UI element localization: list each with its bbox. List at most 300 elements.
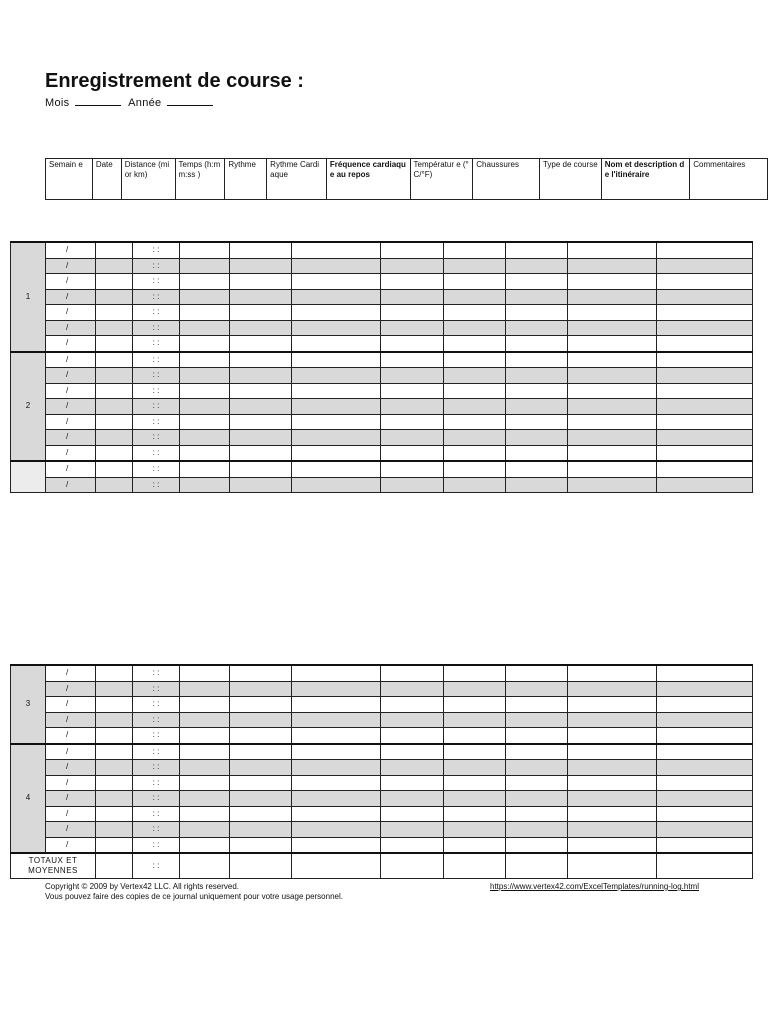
date-cell[interactable]: / — [46, 368, 96, 384]
log-cell[interactable] — [568, 665, 657, 681]
date-cell[interactable]: / — [46, 445, 96, 461]
log-cell[interactable] — [657, 806, 753, 822]
log-cell[interactable] — [381, 414, 444, 430]
log-cell[interactable] — [230, 806, 292, 822]
log-cell[interactable] — [96, 242, 133, 258]
log-cell[interactable] — [230, 383, 292, 399]
log-cell[interactable] — [381, 744, 444, 760]
log-cell[interactable] — [657, 445, 753, 461]
log-cell[interactable] — [568, 414, 657, 430]
total-cell[interactable] — [292, 853, 381, 879]
time-cell[interactable]: : : — [133, 697, 180, 713]
log-cell[interactable] — [292, 665, 381, 681]
log-cell[interactable] — [506, 305, 568, 321]
log-cell[interactable] — [657, 697, 753, 713]
log-cell[interactable] — [96, 258, 133, 274]
date-cell[interactable]: / — [46, 791, 96, 807]
log-cell[interactable] — [292, 744, 381, 760]
log-cell[interactable] — [506, 352, 568, 368]
time-cell[interactable]: : : — [133, 822, 180, 838]
log-cell[interactable] — [180, 445, 230, 461]
total-cell[interactable] — [381, 853, 444, 879]
log-cell[interactable] — [444, 806, 506, 822]
log-cell[interactable] — [381, 258, 444, 274]
log-cell[interactable] — [230, 744, 292, 760]
log-cell[interactable] — [568, 775, 657, 791]
log-cell[interactable] — [96, 336, 133, 352]
total-cell[interactable] — [444, 853, 506, 879]
log-cell[interactable] — [657, 242, 753, 258]
log-cell[interactable] — [381, 445, 444, 461]
log-cell[interactable] — [180, 461, 230, 477]
log-cell[interactable] — [292, 806, 381, 822]
log-cell[interactable] — [180, 791, 230, 807]
log-cell[interactable] — [506, 712, 568, 728]
date-cell[interactable]: / — [46, 430, 96, 446]
log-cell[interactable] — [292, 681, 381, 697]
log-cell[interactable] — [292, 775, 381, 791]
log-cell[interactable] — [444, 274, 506, 290]
date-cell[interactable]: / — [46, 305, 96, 321]
time-cell[interactable]: : : — [133, 383, 180, 399]
log-cell[interactable] — [180, 822, 230, 838]
log-cell[interactable] — [381, 461, 444, 477]
time-cell[interactable]: : : — [133, 414, 180, 430]
date-cell[interactable]: / — [46, 336, 96, 352]
log-cell[interactable] — [381, 352, 444, 368]
log-cell[interactable] — [381, 665, 444, 681]
log-cell[interactable] — [180, 383, 230, 399]
log-cell[interactable] — [506, 289, 568, 305]
log-cell[interactable] — [657, 744, 753, 760]
log-cell[interactable] — [180, 712, 230, 728]
log-cell[interactable] — [657, 665, 753, 681]
log-cell[interactable] — [292, 336, 381, 352]
log-cell[interactable] — [96, 352, 133, 368]
log-cell[interactable] — [444, 712, 506, 728]
log-cell[interactable] — [381, 681, 444, 697]
total-cell[interactable] — [657, 853, 753, 879]
log-cell[interactable] — [506, 837, 568, 853]
log-cell[interactable] — [292, 461, 381, 477]
log-cell[interactable] — [506, 274, 568, 290]
log-cell[interactable] — [230, 320, 292, 336]
log-cell[interactable] — [506, 383, 568, 399]
log-cell[interactable] — [568, 305, 657, 321]
log-cell[interactable] — [381, 336, 444, 352]
log-cell[interactable] — [506, 414, 568, 430]
log-cell[interactable] — [568, 336, 657, 352]
log-cell[interactable] — [96, 697, 133, 713]
log-cell[interactable] — [444, 399, 506, 415]
log-cell[interactable] — [444, 320, 506, 336]
log-cell[interactable] — [180, 320, 230, 336]
log-cell[interactable] — [292, 445, 381, 461]
log-cell[interactable] — [444, 744, 506, 760]
log-cell[interactable] — [444, 461, 506, 477]
log-cell[interactable] — [657, 399, 753, 415]
log-cell[interactable] — [96, 289, 133, 305]
log-cell[interactable] — [180, 368, 230, 384]
log-cell[interactable] — [230, 477, 292, 493]
date-cell[interactable]: / — [46, 352, 96, 368]
log-cell[interactable] — [96, 806, 133, 822]
date-cell[interactable]: / — [46, 806, 96, 822]
log-cell[interactable] — [506, 320, 568, 336]
log-cell[interactable] — [230, 822, 292, 838]
log-cell[interactable] — [657, 336, 753, 352]
log-cell[interactable] — [381, 728, 444, 744]
log-cell[interactable] — [444, 822, 506, 838]
log-cell[interactable] — [506, 760, 568, 776]
log-cell[interactable] — [180, 274, 230, 290]
log-cell[interactable] — [230, 775, 292, 791]
date-cell[interactable]: / — [46, 289, 96, 305]
log-cell[interactable] — [381, 477, 444, 493]
log-cell[interactable] — [381, 775, 444, 791]
log-cell[interactable] — [381, 383, 444, 399]
log-cell[interactable] — [180, 744, 230, 760]
time-cell[interactable]: : : — [133, 791, 180, 807]
log-cell[interactable] — [444, 837, 506, 853]
log-cell[interactable] — [444, 430, 506, 446]
log-cell[interactable] — [96, 791, 133, 807]
log-cell[interactable] — [506, 445, 568, 461]
date-cell[interactable]: / — [46, 760, 96, 776]
log-cell[interactable] — [568, 760, 657, 776]
log-cell[interactable] — [381, 791, 444, 807]
date-cell[interactable]: / — [46, 665, 96, 681]
log-cell[interactable] — [568, 791, 657, 807]
log-cell[interactable] — [506, 822, 568, 838]
log-cell[interactable] — [96, 445, 133, 461]
log-cell[interactable] — [230, 681, 292, 697]
log-cell[interactable] — [230, 665, 292, 681]
log-cell[interactable] — [657, 383, 753, 399]
log-cell[interactable] — [180, 305, 230, 321]
log-cell[interactable] — [444, 477, 506, 493]
log-cell[interactable] — [96, 760, 133, 776]
log-cell[interactable] — [568, 274, 657, 290]
log-cell[interactable] — [180, 477, 230, 493]
total-cell[interactable] — [180, 853, 230, 879]
time-cell[interactable]: : : — [133, 430, 180, 446]
log-cell[interactable] — [180, 242, 230, 258]
log-cell[interactable] — [657, 352, 753, 368]
log-cell[interactable] — [381, 305, 444, 321]
log-cell[interactable] — [444, 697, 506, 713]
log-cell[interactable] — [230, 712, 292, 728]
date-cell[interactable]: / — [46, 383, 96, 399]
log-cell[interactable] — [444, 305, 506, 321]
log-cell[interactable] — [381, 368, 444, 384]
log-cell[interactable] — [96, 775, 133, 791]
month-blank[interactable] — [75, 96, 121, 106]
log-cell[interactable] — [96, 305, 133, 321]
log-cell[interactable] — [230, 336, 292, 352]
time-cell[interactable]: : : — [133, 775, 180, 791]
log-cell[interactable] — [506, 461, 568, 477]
date-cell[interactable]: / — [46, 320, 96, 336]
log-cell[interactable] — [657, 414, 753, 430]
date-cell[interactable]: / — [46, 697, 96, 713]
log-cell[interactable] — [381, 274, 444, 290]
log-cell[interactable] — [506, 242, 568, 258]
log-cell[interactable] — [568, 445, 657, 461]
log-cell[interactable] — [657, 681, 753, 697]
log-cell[interactable] — [292, 242, 381, 258]
log-cell[interactable] — [657, 822, 753, 838]
log-cell[interactable] — [444, 445, 506, 461]
log-cell[interactable] — [444, 258, 506, 274]
time-cell[interactable]: : : — [133, 352, 180, 368]
log-cell[interactable] — [180, 289, 230, 305]
log-cell[interactable] — [230, 837, 292, 853]
time-cell[interactable]: : : — [133, 760, 180, 776]
log-cell[interactable] — [96, 837, 133, 853]
log-cell[interactable] — [444, 352, 506, 368]
date-cell[interactable]: / — [46, 775, 96, 791]
time-cell[interactable]: : : — [133, 837, 180, 853]
log-cell[interactable] — [96, 712, 133, 728]
time-cell[interactable]: : : — [133, 368, 180, 384]
log-cell[interactable] — [381, 289, 444, 305]
log-cell[interactable] — [568, 320, 657, 336]
log-cell[interactable] — [657, 791, 753, 807]
log-cell[interactable] — [657, 837, 753, 853]
date-cell[interactable]: / — [46, 728, 96, 744]
log-cell[interactable] — [444, 681, 506, 697]
time-cell[interactable]: : : — [133, 305, 180, 321]
date-cell[interactable]: / — [46, 837, 96, 853]
log-cell[interactable] — [568, 728, 657, 744]
total-cell[interactable] — [568, 853, 657, 879]
log-cell[interactable] — [568, 399, 657, 415]
log-cell[interactable] — [506, 744, 568, 760]
time-cell[interactable]: : : — [133, 744, 180, 760]
log-cell[interactable] — [568, 806, 657, 822]
log-cell[interactable] — [657, 430, 753, 446]
log-cell[interactable] — [506, 728, 568, 744]
log-cell[interactable] — [96, 728, 133, 744]
log-cell[interactable] — [657, 368, 753, 384]
log-cell[interactable] — [230, 352, 292, 368]
year-blank[interactable] — [167, 96, 213, 106]
log-cell[interactable] — [230, 728, 292, 744]
log-cell[interactable] — [657, 320, 753, 336]
time-cell[interactable]: : : — [133, 242, 180, 258]
date-cell[interactable]: / — [46, 822, 96, 838]
log-cell[interactable] — [506, 806, 568, 822]
log-cell[interactable] — [506, 336, 568, 352]
log-cell[interactable] — [292, 289, 381, 305]
log-cell[interactable] — [292, 383, 381, 399]
time-cell[interactable]: : : — [133, 665, 180, 681]
log-cell[interactable] — [657, 258, 753, 274]
log-cell[interactable] — [444, 289, 506, 305]
date-cell[interactable]: / — [46, 477, 96, 493]
log-cell[interactable] — [180, 336, 230, 352]
time-cell[interactable]: : : — [133, 320, 180, 336]
log-cell[interactable] — [292, 477, 381, 493]
time-cell[interactable]: : : — [133, 445, 180, 461]
log-cell[interactable] — [568, 712, 657, 728]
log-cell[interactable] — [381, 430, 444, 446]
log-cell[interactable] — [96, 430, 133, 446]
log-cell[interactable] — [568, 368, 657, 384]
date-cell[interactable]: / — [46, 681, 96, 697]
log-cell[interactable] — [444, 414, 506, 430]
log-cell[interactable] — [506, 258, 568, 274]
log-cell[interactable] — [230, 414, 292, 430]
log-cell[interactable] — [657, 305, 753, 321]
log-cell[interactable] — [292, 822, 381, 838]
log-cell[interactable] — [444, 242, 506, 258]
date-cell[interactable]: / — [46, 258, 96, 274]
total-cell[interactable] — [96, 853, 133, 879]
log-cell[interactable] — [506, 791, 568, 807]
time-cell[interactable]: : : — [133, 289, 180, 305]
log-cell[interactable] — [292, 791, 381, 807]
log-cell[interactable] — [96, 383, 133, 399]
log-cell[interactable] — [506, 477, 568, 493]
log-cell[interactable] — [381, 806, 444, 822]
log-cell[interactable] — [292, 274, 381, 290]
log-cell[interactable] — [506, 665, 568, 681]
log-cell[interactable] — [444, 791, 506, 807]
log-cell[interactable] — [381, 697, 444, 713]
date-cell[interactable]: / — [46, 399, 96, 415]
log-cell[interactable] — [657, 477, 753, 493]
log-cell[interactable] — [568, 242, 657, 258]
time-cell[interactable]: : : — [133, 461, 180, 477]
log-cell[interactable] — [381, 399, 444, 415]
log-cell[interactable] — [444, 336, 506, 352]
log-cell[interactable] — [180, 681, 230, 697]
log-cell[interactable] — [381, 320, 444, 336]
log-cell[interactable] — [292, 697, 381, 713]
log-cell[interactable] — [180, 837, 230, 853]
log-cell[interactable] — [96, 665, 133, 681]
log-cell[interactable] — [180, 728, 230, 744]
log-cell[interactable] — [96, 681, 133, 697]
log-cell[interactable] — [230, 445, 292, 461]
date-cell[interactable]: / — [46, 414, 96, 430]
vertex42-link[interactable]: https://www.vertex42.com/ExcelTemplates/running-log.html — [490, 882, 699, 891]
log-cell[interactable] — [292, 258, 381, 274]
log-cell[interactable] — [180, 760, 230, 776]
total-time-cell[interactable]: : : — [133, 853, 180, 879]
log-cell[interactable] — [230, 399, 292, 415]
log-cell[interactable] — [292, 760, 381, 776]
log-cell[interactable] — [180, 697, 230, 713]
log-cell[interactable] — [180, 414, 230, 430]
log-cell[interactable] — [506, 399, 568, 415]
log-cell[interactable] — [292, 712, 381, 728]
total-cell[interactable] — [506, 853, 568, 879]
log-cell[interactable] — [381, 242, 444, 258]
log-cell[interactable] — [506, 368, 568, 384]
log-cell[interactable] — [568, 837, 657, 853]
log-cell[interactable] — [180, 352, 230, 368]
log-cell[interactable] — [230, 258, 292, 274]
log-cell[interactable] — [568, 822, 657, 838]
time-cell[interactable]: : : — [133, 806, 180, 822]
log-cell[interactable] — [230, 289, 292, 305]
log-cell[interactable] — [180, 775, 230, 791]
log-cell[interactable] — [96, 461, 133, 477]
time-cell[interactable]: : : — [133, 258, 180, 274]
log-cell[interactable] — [180, 258, 230, 274]
date-cell[interactable]: / — [46, 744, 96, 760]
log-cell[interactable] — [96, 399, 133, 415]
date-cell[interactable]: / — [46, 712, 96, 728]
log-cell[interactable] — [96, 368, 133, 384]
log-cell[interactable] — [96, 274, 133, 290]
log-cell[interactable] — [568, 383, 657, 399]
log-cell[interactable] — [381, 822, 444, 838]
log-cell[interactable] — [506, 775, 568, 791]
time-cell[interactable]: : : — [133, 336, 180, 352]
log-cell[interactable] — [506, 430, 568, 446]
log-cell[interactable] — [96, 320, 133, 336]
log-cell[interactable] — [292, 399, 381, 415]
log-cell[interactable] — [292, 368, 381, 384]
log-cell[interactable] — [568, 258, 657, 274]
log-cell[interactable] — [230, 368, 292, 384]
log-cell[interactable] — [292, 352, 381, 368]
log-cell[interactable] — [568, 697, 657, 713]
log-cell[interactable] — [444, 665, 506, 681]
log-cell[interactable] — [180, 806, 230, 822]
log-cell[interactable] — [180, 430, 230, 446]
time-cell[interactable]: : : — [133, 728, 180, 744]
log-cell[interactable] — [230, 305, 292, 321]
log-cell[interactable] — [568, 430, 657, 446]
log-cell[interactable] — [96, 744, 133, 760]
log-cell[interactable] — [444, 383, 506, 399]
log-cell[interactable] — [292, 728, 381, 744]
log-cell[interactable] — [657, 760, 753, 776]
time-cell[interactable]: : : — [133, 712, 180, 728]
time-cell[interactable]: : : — [133, 274, 180, 290]
log-cell[interactable] — [657, 712, 753, 728]
total-cell[interactable] — [230, 853, 292, 879]
log-cell[interactable] — [96, 822, 133, 838]
log-cell[interactable] — [444, 368, 506, 384]
log-cell[interactable] — [230, 461, 292, 477]
log-cell[interactable] — [292, 837, 381, 853]
log-cell[interactable] — [444, 760, 506, 776]
log-cell[interactable] — [444, 728, 506, 744]
date-cell[interactable]: / — [46, 242, 96, 258]
log-cell[interactable] — [180, 399, 230, 415]
log-cell[interactable] — [506, 697, 568, 713]
log-cell[interactable] — [568, 289, 657, 305]
log-cell[interactable] — [657, 289, 753, 305]
log-cell[interactable] — [506, 681, 568, 697]
log-cell[interactable] — [292, 305, 381, 321]
log-cell[interactable] — [230, 760, 292, 776]
log-cell[interactable] — [230, 697, 292, 713]
log-cell[interactable] — [292, 414, 381, 430]
time-cell[interactable]: : : — [133, 681, 180, 697]
date-cell[interactable]: / — [46, 461, 96, 477]
log-cell[interactable] — [657, 775, 753, 791]
log-cell[interactable] — [657, 728, 753, 744]
date-cell[interactable]: / — [46, 274, 96, 290]
log-cell[interactable] — [568, 681, 657, 697]
